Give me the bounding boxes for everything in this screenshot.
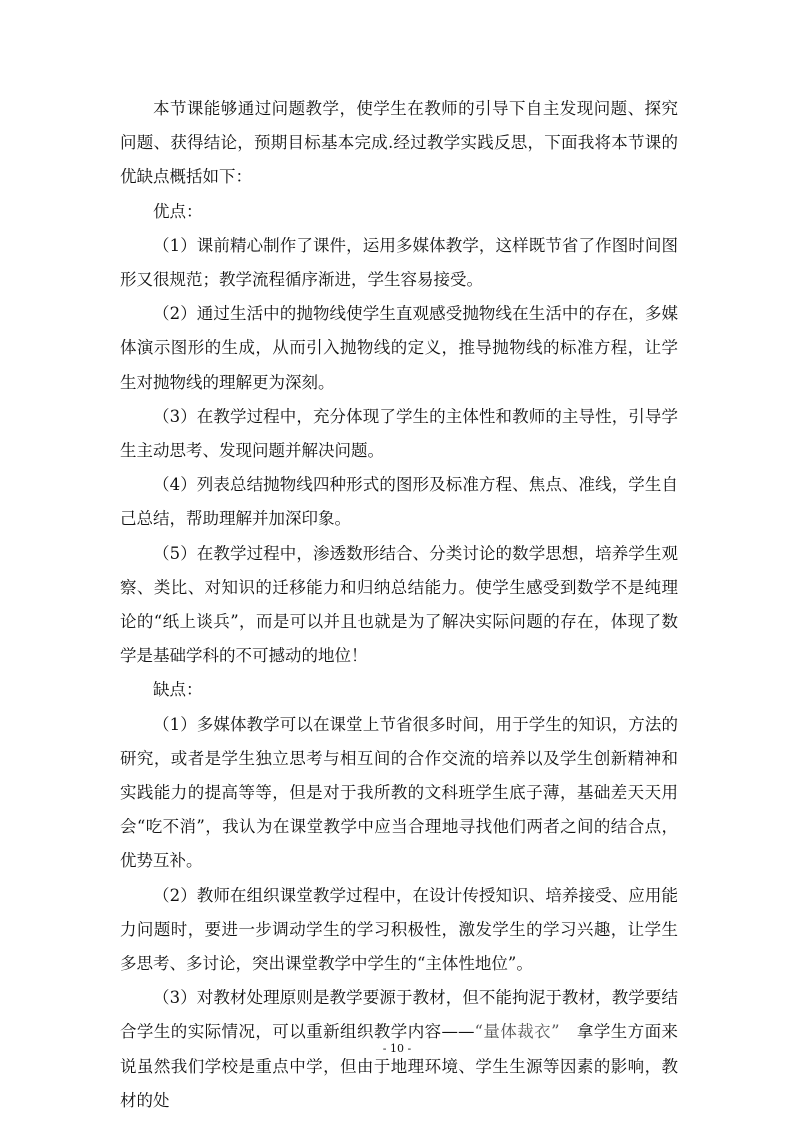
disadvantages-heading: 缺点： bbox=[153, 680, 203, 700]
disadvantage-item-3-text-a: （3）对教材处理原则是教学要源于教材，但不能拘泥于教材，教学要结合学生的实际情况，可以重新组织教学内容—— bbox=[120, 988, 678, 1042]
page-number: - 10 - bbox=[382, 1042, 412, 1055]
advantages-heading: 优点： bbox=[153, 201, 203, 221]
disadvantage-item-2: （2）教师在组织课堂教学过程中，在设计传授知识、培养接受、应用能力问题时，要进一步调动学生的学习积极性，激发学生的学习兴趣，让学生多思考、多讨论，突出课堂教学中学生的“主体性地位”。 bbox=[120, 885, 678, 974]
advantage-item-2: （2）通过生活中的抛物线使学生直观感受抛物线在生活中的存在，多媒体演示图形的生成，从而引入抛物线的定义，推导抛物线的标准方程，让学生对抛物线的理解更为深刻。 bbox=[120, 304, 678, 392]
advantage-item-1: （1）课前精心制作了课件，运用多媒体教学，这样既节省了作图时间图形又很规范；教学流程循序渐进，学生容易接受。 bbox=[120, 235, 678, 290]
document-body bbox=[120, 92, 678, 1118]
intro-paragraph: 本节课能够通过问题教学，使学生在教师的引导下自主发现问题、探究问题、获得结论，预期目标基本完成.经过教学实践反思，下面我将本节课的优缺点概括如下： bbox=[120, 99, 678, 187]
disadvantage-item-3-text-b: 拿学生方面来说虽然我们学校是重点中学，但由于地理环境、学生生源等因素的影响，教材的处 bbox=[120, 1022, 679, 1110]
advantage-item-4: （4）列表总结抛物线四种形式的图形及标准方程、焦点、准线，学生自己总结，帮助理解并加深印象。 bbox=[120, 475, 678, 529]
advantage-item-3: （3）在教学过程中，充分体现了学生的主体性和教师的主导性，引导学生主动思考、发现问题并解决问题。 bbox=[120, 406, 678, 461]
disadvantage-item-1: （1）多媒体教学可以在课堂上节省很多时间，用于学生的知识，方法的研究，或者是学生独立思考与相互间的合作交流的培养以及学生创新精神和实践能力的提高等等，但是对于我所教的文科班学生底子薄，基础差天天用会“吃不消”，我认为在课堂教学中应当合理地寻找他们两者之间的结合点，优势互补。 bbox=[120, 714, 678, 871]
advantage-item-5: （5）在教学过程中，渗透数形结合、分类讨论的数学思想，培养学生观察、类比、对知识的迁移能力和归纳总结能力。使学生感受到数学不是纯理论的“纸上谈兵”，而是可以并且也就是为了解决实际问题的存在，体现了数学是基础学科的不可撼动的地位！ bbox=[120, 543, 678, 666]
disadvantage-item-3-quote: “量体裁衣” bbox=[474, 1022, 560, 1042]
